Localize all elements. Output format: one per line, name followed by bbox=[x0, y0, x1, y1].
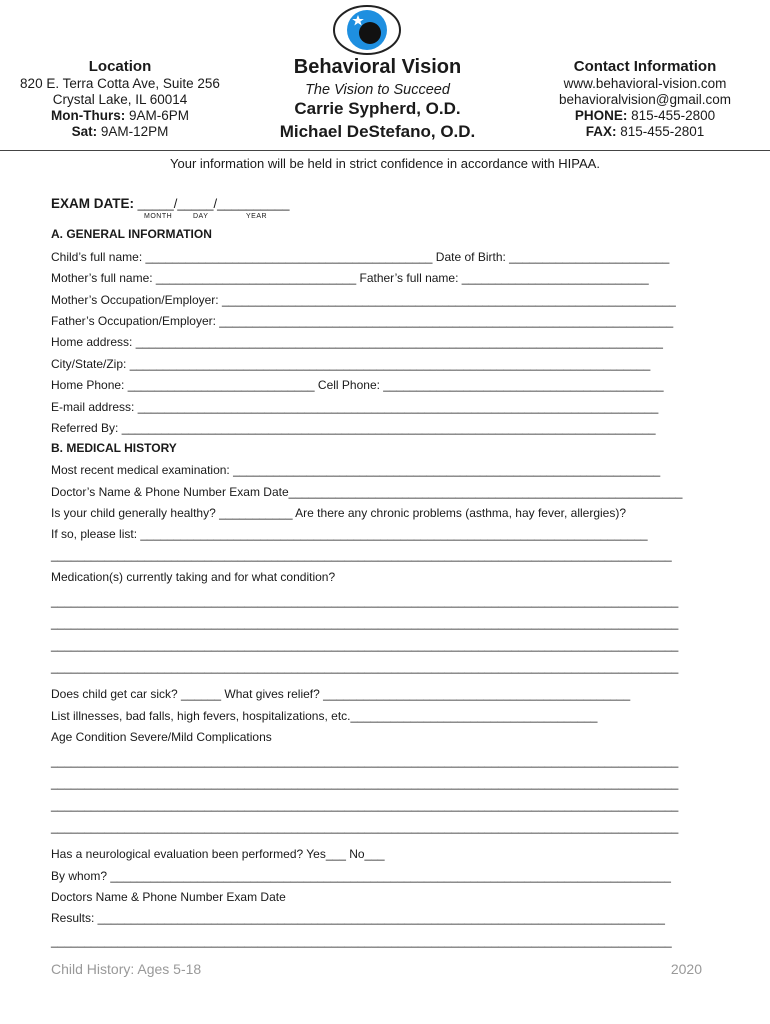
email: behavioralvision@gmail.com bbox=[558, 92, 732, 107]
form-line: Father’s Occupation/Employer: ____________________________________________________________________ bbox=[51, 314, 674, 328]
form-line: ______________________________________________________________________________________________ bbox=[51, 638, 679, 652]
form-line: ______________________________________________________________________________________________ bbox=[51, 820, 679, 834]
fax: FAX: 815-455-2801 bbox=[585, 124, 705, 139]
form-line: Does child get car sick? ______ What gives relief? ______________________________________________ bbox=[51, 687, 631, 701]
exam-month-label: MONTH bbox=[144, 213, 173, 220]
footer-year: 2020 bbox=[670, 961, 702, 977]
form-line: Results: _____________________________________________________________________________________ bbox=[51, 911, 665, 925]
contact-block bbox=[530, 58, 760, 140]
form-line: ______________________________________________________________________________________________ bbox=[51, 754, 679, 768]
footer-title: Child History: Ages 5-18 bbox=[51, 961, 202, 977]
contact-title: Contact Information bbox=[573, 58, 717, 75]
form-line: Doctor’s Name & Phone Number Exam Date___________________________________________________________ bbox=[51, 485, 683, 499]
exam-day-label: DAY bbox=[193, 213, 209, 220]
form-line: By whom? ____________________________________________________________________________________ bbox=[51, 869, 671, 883]
form-line: List illnesses, bad falls, high fevers, hospitalizations, etc._____________________________________ bbox=[51, 709, 598, 723]
form-line: ______________________________________________________________________________________________ bbox=[51, 776, 679, 790]
form-line: ______________________________________________________________________________________________ bbox=[51, 594, 679, 608]
form-line: Age Condition Severe/Mild Complications bbox=[51, 730, 272, 744]
form-line: Is your child generally healthy? ___________ Are there any chronic problems (asthma, hay fever, allergies)? bbox=[51, 506, 626, 520]
form-line: ______________________________________________________________________________________________ bbox=[51, 798, 679, 812]
form-line: Doctors Name & Phone Number Exam Date bbox=[51, 890, 286, 904]
brand-name: Behavioral Vision bbox=[293, 56, 462, 78]
hours-saturday: Sat: 9AM-12PM bbox=[71, 124, 169, 139]
exam-year-label: YEAR bbox=[246, 213, 268, 220]
form-line: Has a neurological evaluation been performed? Yes___ No___ bbox=[51, 847, 385, 861]
form-line: Home address: _______________________________________________________________________________ bbox=[51, 335, 663, 349]
location-block bbox=[10, 58, 230, 140]
form-line: City/State/Zip: ______________________________________________________________________________ bbox=[51, 357, 651, 371]
form-line: Home Phone: ____________________________ Cell Phone: __________________________________________ bbox=[51, 378, 664, 392]
form-line: E-mail address: ______________________________________________________________________________ bbox=[51, 400, 659, 414]
section-a-title: A. GENERAL INFORMATION bbox=[51, 227, 212, 241]
form-line: _____________________________________________________________________________________________ bbox=[51, 548, 672, 562]
eye-icon bbox=[332, 4, 402, 56]
form-line: _____________________________________________________________________________________________ bbox=[51, 934, 672, 948]
exam-date: EXAM DATE: _____/_____/__________ bbox=[51, 196, 290, 211]
tagline: The Vision to Succeed bbox=[305, 82, 450, 98]
location-title: Location bbox=[88, 58, 152, 75]
hipaa-notice: Your information will be held in strict confidence in accordance with HIPAA. bbox=[170, 156, 600, 171]
form-line: Child’s full name: ___________________________________________ Date of Birth: ________________________ bbox=[51, 250, 670, 264]
doctor-1: Carrie Sypherd, O.D. bbox=[294, 99, 461, 118]
form-line: Mother’s Occupation/Employer: ____________________________________________________________________ bbox=[51, 293, 676, 307]
address-line-2: Crystal Lake, IL 60014 bbox=[52, 92, 188, 107]
section-b-title: B. MEDICAL HISTORY bbox=[51, 441, 177, 455]
hours-weekday: Mon-Thurs: 9AM-6PM bbox=[51, 108, 189, 123]
form-line: Most recent medical examination: ________________________________________________________________ bbox=[51, 463, 661, 477]
form-line: Mother’s full name: ______________________________ Father’s full name: ____________________________ bbox=[51, 271, 649, 285]
form-line: Medication(s) currently taking and for what condition? bbox=[51, 570, 336, 584]
phone: PHONE: 815-455-2800 bbox=[574, 108, 716, 123]
website: www.behavioral-vision.com bbox=[563, 76, 727, 91]
form-line: ______________________________________________________________________________________________ bbox=[51, 616, 679, 630]
header-divider bbox=[0, 150, 770, 151]
form-line: Referred By: ________________________________________________________________________________ bbox=[51, 421, 656, 435]
form-line: If so, please list: ____________________________________________________________________________ bbox=[51, 527, 648, 541]
form-line: ______________________________________________________________________________________________ bbox=[51, 660, 679, 674]
doctor-2: Michael DeStefano, O.D. bbox=[279, 122, 476, 141]
address-line-1: 820 E. Terra Cotta Ave, Suite 256 bbox=[20, 76, 220, 91]
